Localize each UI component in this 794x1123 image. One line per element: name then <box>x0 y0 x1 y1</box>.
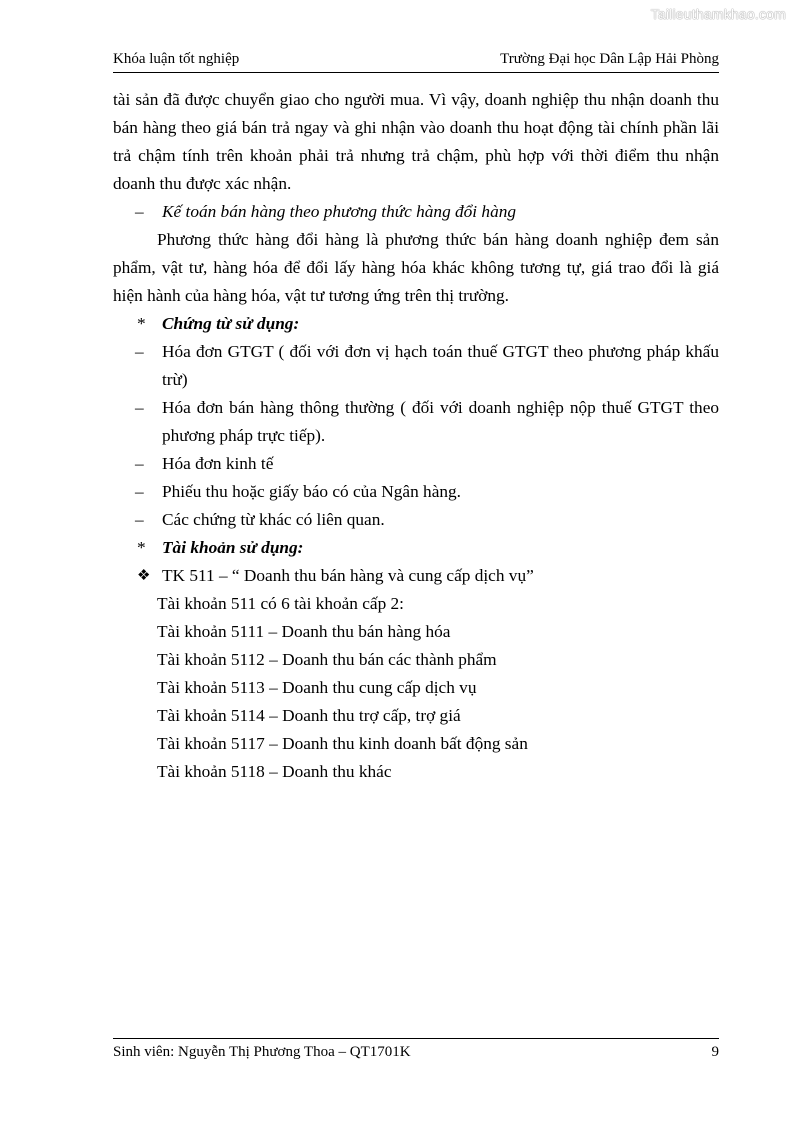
list-item-text: Hóa đơn GTGT ( đối với đơn vị hạch toán thuế GTGT theo phương pháp khấu trừ) <box>162 342 719 389</box>
sub-account-line: Tài khoản 511 có 6 tài khoản cấp 2: <box>157 594 404 613</box>
sub-account-line: Tài khoản 5113 – Doanh thu cung cấp dịch vụ <box>157 678 477 697</box>
footer-student: Sinh viên: Nguyễn Thị Phương Thoa – QT1701K <box>113 1044 411 1060</box>
tk511-item <box>113 562 719 590</box>
list-item <box>113 450 719 478</box>
sub-account-line: Tài khoản 5118 – Doanh thu khác <box>157 762 392 781</box>
accounts-heading-text: Tài khoản sử dụng: <box>162 538 304 557</box>
dash-marker: – <box>135 482 144 501</box>
sub-account-line: Tài khoản 5112 – Doanh thu bán các thành phẩm <box>157 650 497 669</box>
list-item-text: Phiếu thu hoặc giấy báo có của Ngân hàng. <box>162 482 461 501</box>
paragraph-exchange: Phương thức hàng đổi hàng là phương thức bán hàng doanh nghiệp đem sản phẩm, vật tư, hàng hóa để đổi lấy hàng hóa khác không tương tự, giá trao đổi là giá hiện hành của hàng hóa, vật tư tương ứng trên thị trường. <box>113 230 719 305</box>
sub-account-line: Tài khoản 5114 – Doanh thu trợ cấp, trợ giá <box>157 706 461 725</box>
tk511-text: TK 511 – “ Doanh thu bán hàng và cung cấp dịch vụ” <box>162 566 534 585</box>
watermark: Tailieuthamkhao.com <box>650 6 786 22</box>
header-right: Trường Đại học Dân Lập Hải Phòng <box>500 51 719 67</box>
heading-exchange-sales <box>113 198 719 226</box>
accounts-heading <box>113 534 719 562</box>
docs-heading <box>113 310 719 338</box>
page-content <box>113 86 719 786</box>
list-item-text: Hóa đơn bán hàng thông thường ( đối với doanh nghiệp nộp thuế GTGT theo phương pháp trực tiếp). <box>162 398 719 445</box>
dash-marker: – <box>135 454 144 473</box>
page-header <box>113 50 719 73</box>
dash-marker: – <box>135 202 144 221</box>
page-footer <box>113 1038 719 1061</box>
sub-account-line: Tài khoản 5117 – Doanh thu kinh doanh bất động sản <box>157 734 528 753</box>
star-marker: * <box>137 538 146 557</box>
dash-marker: – <box>135 510 144 529</box>
star-marker: * <box>137 314 146 333</box>
heading-exchange-text: Kế toán bán hàng theo phương thức hàng đổi hàng <box>162 202 516 221</box>
docs-heading-text: Chứng từ sử dụng: <box>162 314 300 333</box>
sub-account-line: Tài khoản 5111 – Doanh thu bán hàng hóa <box>157 622 451 641</box>
list-item <box>113 338 719 394</box>
list-item-text: Hóa đơn kinh tế <box>162 454 274 473</box>
dash-marker: – <box>135 342 144 361</box>
page-number: 9 <box>711 1044 719 1060</box>
list-item <box>113 394 719 450</box>
list-item-text: Các chứng từ khác có liên quan. <box>162 510 385 529</box>
diamond-bullet-icon: ❖ <box>137 568 151 584</box>
list-item <box>113 478 719 506</box>
paragraph-revenue: tài sản đã được chuyển giao cho người mua. Vì vậy, doanh nghiệp thu nhận doanh thu bán hàng theo giá bán trả ngay và ghi nhận vào doanh thu hoạt động tài chính phần lãi trả chậm tính trên khoản phải trả nhưng trả chậm, phù hợp với thời điểm thu nhận doanh thu được xác nhận. <box>113 90 719 193</box>
list-item <box>113 506 719 534</box>
dash-marker: – <box>135 398 144 417</box>
header-left: Khóa luận tốt nghiệp <box>113 51 240 67</box>
